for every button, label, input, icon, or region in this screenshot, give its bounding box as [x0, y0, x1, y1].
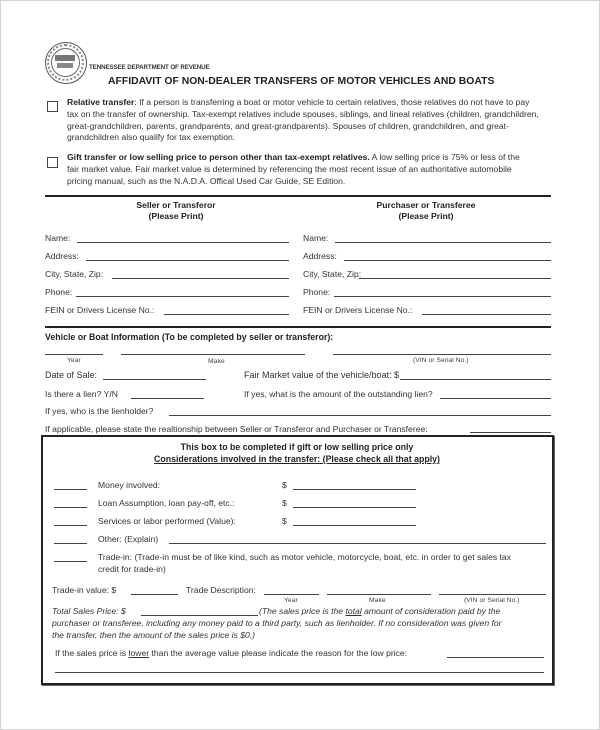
- purchaser-address-label: Address:: [303, 251, 337, 261]
- money-currency: $: [282, 480, 287, 490]
- total-note-line1: (The sales price is the total amount of consideration paid by the: [259, 606, 501, 616]
- trade-vin-field[interactable]: [439, 594, 546, 595]
- seller-name-label: Name:: [45, 233, 71, 243]
- relative-transfer-checkbox[interactable]: [47, 101, 58, 112]
- other-check-field[interactable]: [54, 543, 87, 544]
- loan-amount-field[interactable]: [293, 507, 416, 508]
- seller-phone-label: Phone:: [45, 287, 73, 297]
- trade-vin-caption: (VIN or Serial No.): [464, 597, 520, 604]
- seller-address-field[interactable]: [86, 260, 289, 261]
- purchaser-license-field[interactable]: [422, 314, 551, 315]
- gift-transfer-label: Gift transfer or low selling price to person other than tax-exempt relatives.: [67, 152, 370, 162]
- tradein-value-label: Trade-in value: $: [52, 585, 117, 595]
- purchaser-name-field[interactable]: [335, 242, 551, 243]
- trade-year-field[interactable]: [264, 594, 319, 595]
- relative-transfer-label: Relative transfer: [67, 97, 135, 107]
- tradein-text-line1: Trade-in: (Trade-in must be of like kind, such as motor vehicle, motorcycle, boat, etc. in order to get sales tax: [98, 552, 511, 562]
- purchaser-name-label: Name:: [303, 233, 329, 243]
- form-title: AFFIDAVIT OF NON-DEALER TRANSFERS OF MOTOR VEHICLES AND BOATS: [108, 76, 495, 87]
- trade-make-caption: Make: [369, 597, 386, 604]
- purchaser-license-label: FEIN or Drivers License No.:: [303, 305, 413, 315]
- total-note-line2: purchaser or transferee, including any money paid to a third party, such as lienholder. If no consideration was given for: [52, 618, 502, 628]
- department-name: TENNESSEE DEPARTMENT OF REVENUE: [89, 64, 210, 71]
- lienholder-label: If yes, who is the lienholder?: [45, 406, 154, 416]
- total-sales-price-field[interactable]: [141, 615, 258, 616]
- date-of-sale-field[interactable]: [103, 379, 206, 380]
- vehicle-make-field[interactable]: [121, 354, 305, 355]
- services-check-field[interactable]: [54, 525, 87, 526]
- purchaser-city-field[interactable]: [359, 278, 551, 279]
- total-note-line3: the transfer, then the amount of the sales price is $0.): [52, 630, 256, 640]
- loan-check-field[interactable]: [54, 507, 87, 508]
- fair-market-label: Fair Market value of the vehicle/boat: $: [244, 370, 400, 380]
- seller-license-label: FEIN or Drivers License No.:: [45, 305, 155, 315]
- money-amount-field[interactable]: [293, 489, 416, 490]
- trade-year-caption: Year: [284, 597, 298, 604]
- seller-city-label: City, State, Zip:: [45, 269, 104, 279]
- loan-currency: $: [282, 498, 287, 508]
- lien-label: Is there a lien? Y/N: [45, 389, 118, 399]
- other-explain-field[interactable]: [169, 543, 546, 544]
- other-label: Other: (Explain): [98, 534, 159, 544]
- purchaser-address-field[interactable]: [344, 260, 551, 261]
- lien-amount-label: If yes, what is the amount of the outstanding lien?: [244, 389, 433, 399]
- vehicle-vin-field[interactable]: [333, 354, 551, 355]
- date-of-sale-label: Date of Sale:: [45, 370, 98, 380]
- money-label: Money involved:: [98, 480, 161, 490]
- vehicle-year-field[interactable]: [45, 354, 103, 355]
- low-price-reason-field[interactable]: [447, 657, 544, 658]
- purchaser-phone-label: Phone:: [303, 287, 331, 297]
- section-divider: [45, 195, 551, 197]
- box-heading: This box to be completed if gift or low selling price only: [180, 442, 414, 452]
- low-price-reason-field-2[interactable]: [55, 672, 544, 673]
- services-amount-field[interactable]: [293, 525, 416, 526]
- lienholder-field[interactable]: [169, 415, 551, 416]
- relationship-label: If applicable, please state the realtionship between Seller or Transferor and Purchaser or Transferee:: [45, 424, 428, 434]
- relationship-field[interactable]: [470, 432, 551, 433]
- purchaser-phone-field[interactable]: [334, 296, 551, 297]
- state-seal-icon: [45, 42, 87, 84]
- section-divider: [45, 326, 551, 328]
- seller-name-field[interactable]: [77, 242, 289, 243]
- total-sales-price-label: Total Sales Price: $: [52, 606, 126, 616]
- vehicle-vin-caption: (VIN or Serial No.): [413, 357, 469, 364]
- low-price-label: If the sales price is lower than the average value please indicate the reason for the low price:: [55, 648, 408, 658]
- gift-transfer-text: Gift transfer or low selling price to person other than tax-exempt relatives. A low selling price is 75% or less of the fair market value. Fair market value is determined by referencing the most recent issue of an authoritative automobile pricing manual, such as the N.A.D.A. Offical Used Car Guide, SE Edition.: [67, 152, 520, 186]
- purchaser-heading: Purchaser or Transferee (Please Print): [376, 200, 476, 221]
- tradein-value-field[interactable]: [131, 594, 178, 595]
- vehicle-make-caption: Make: [208, 358, 225, 365]
- purchaser-city-label: City, State, Zip:: [303, 269, 362, 279]
- seller-phone-field[interactable]: [76, 296, 289, 297]
- seller-address-label: Address:: [45, 251, 79, 261]
- tradein-text-line2: credit for trade-in): [98, 564, 166, 574]
- services-currency: $: [282, 516, 287, 526]
- seller-city-field[interactable]: [112, 278, 289, 279]
- gift-transfer-checkbox[interactable]: [47, 157, 58, 168]
- seller-license-field[interactable]: [164, 314, 289, 315]
- money-check-field[interactable]: [54, 489, 87, 490]
- box-subheading: Considerations involved in the transfer: (Please check all that apply): [154, 454, 440, 464]
- fair-market-field[interactable]: [400, 379, 551, 380]
- tradein-check-field[interactable]: [54, 561, 87, 562]
- services-label: Services or labor performed (Value):: [98, 516, 236, 526]
- relative-transfer-text: Relative transfer: If a person is transferring a boat or motor vehicle to certain relatives, those relatives do not have to pay tax on the transfer of ownership. Tax-exempt relatives include spouses, siblings, and lineal relatives (children, grandchildren, great-grandchildren, parents, grandparents, and great-grandparents). Spouses of children, grandchildren, and great- grandchildren also qualify for tax exemption.: [67, 97, 539, 143]
- trade-description-label: Trade Description:: [186, 585, 256, 595]
- loan-label: Loan Assumption, loan pay-off, etc.:: [98, 498, 235, 508]
- vehicle-heading: Vehicle or Boat Information (To be completed by seller or transferor):: [45, 332, 334, 342]
- lien-field[interactable]: [131, 398, 204, 399]
- trade-make-field[interactable]: [327, 594, 431, 595]
- seller-heading: Seller or Transferor (Please Print): [136, 200, 216, 221]
- vehicle-year-caption: Year: [67, 357, 81, 364]
- lien-amount-field[interactable]: [440, 398, 551, 399]
